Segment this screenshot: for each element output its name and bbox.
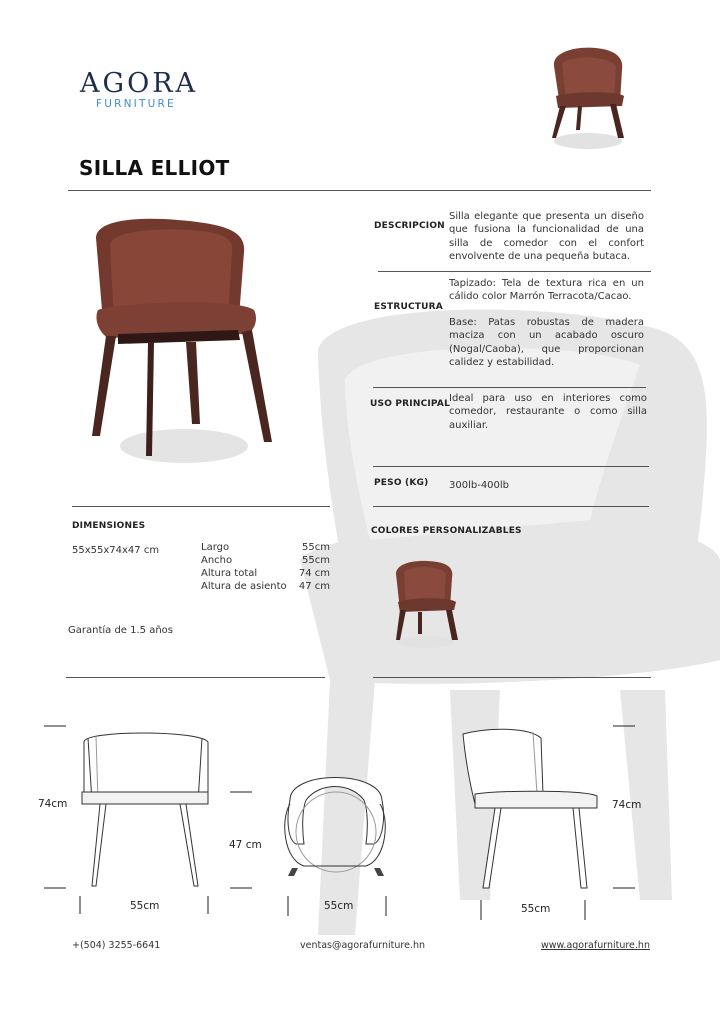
dim-row-name: Ancho	[201, 555, 233, 566]
dim-row-value: 55cm	[302, 555, 330, 566]
footer-phone: +(504) 3255-6641	[72, 940, 161, 951]
dim-row-name: Altura de asiento	[201, 581, 287, 592]
brand-tagline: FURNITURE	[96, 98, 176, 110]
warranty-text: Garantía de 1.5 años	[68, 625, 174, 636]
peso-divider	[373, 506, 649, 507]
front-height-label: 74cm	[38, 798, 68, 810]
drawings-divider-right	[373, 677, 651, 678]
footer-website-link[interactable]: www.agorafurniture.hn	[541, 940, 650, 951]
estructura-label: ESTRUCTURA	[374, 302, 443, 312]
dimensiones-summary: 55x55x74x47 cm	[72, 545, 160, 556]
descripcion-text: Silla elegante que presenta un diseño que fusiona la funcionalidad de una silla de comedor con el confort envolvente de una pequeña butaca.	[449, 211, 644, 262]
side-width-label: 55cm	[521, 903, 551, 915]
page-title: SILLA ELLIOT	[79, 156, 230, 180]
uso-label: USO PRINCIPAL	[370, 399, 451, 409]
drawings-divider-left	[66, 677, 325, 678]
dim-row-value: 74 cm	[298, 568, 330, 579]
dim-row-value: 47 cm	[298, 581, 330, 592]
chair-color-swatch	[392, 560, 462, 650]
descripcion-divider	[378, 271, 651, 272]
front-view-drawing	[40, 720, 240, 920]
side-height-label: 74cm	[612, 799, 642, 811]
chair-thumbnail-top	[546, 44, 630, 152]
peso-value: 300lb-400lb	[449, 480, 510, 491]
estructura-tapizado: Tapizado: Tela de textura rica en un cálido color Marrón Terracota/Cacao.	[449, 278, 644, 303]
top-view-drawing	[270, 760, 400, 920]
chair-main-image	[88, 218, 288, 468]
front-width-label: 55cm	[130, 900, 160, 912]
peso-label: PESO (KG)	[374, 478, 429, 488]
colores-label: COLORES PERSONALIZABLES	[371, 526, 522, 536]
dim-row-value: 55cm	[302, 542, 330, 553]
dim-row-name: Altura total	[201, 568, 258, 579]
top-width-label: 55cm	[324, 900, 354, 912]
estructura-divider	[373, 387, 646, 388]
footer-email[interactable]: ventas@agorafurniture.hn	[300, 940, 425, 951]
uso-text: Ideal para uso en interiores como comedor, restaurante o como silla auxiliar.	[449, 393, 647, 431]
title-divider	[68, 190, 651, 191]
brand-logo: AGORA	[80, 68, 199, 99]
dimensiones-label: DIMENSIONES	[72, 521, 146, 531]
estructura-base: Base: Patas robustas de madera maciza con un acabado oscuro (Nogal/Caoba), que proporcionan calidez y estabilidad.	[449, 317, 644, 368]
side-view-drawing	[455, 720, 645, 920]
dimensiones-divider	[72, 506, 330, 507]
uso-divider	[373, 466, 649, 467]
descripcion-label: DESCRIPCION	[374, 221, 445, 231]
seat-height-label: 47 cm	[229, 839, 262, 851]
dim-row-name: Largo	[201, 542, 230, 553]
